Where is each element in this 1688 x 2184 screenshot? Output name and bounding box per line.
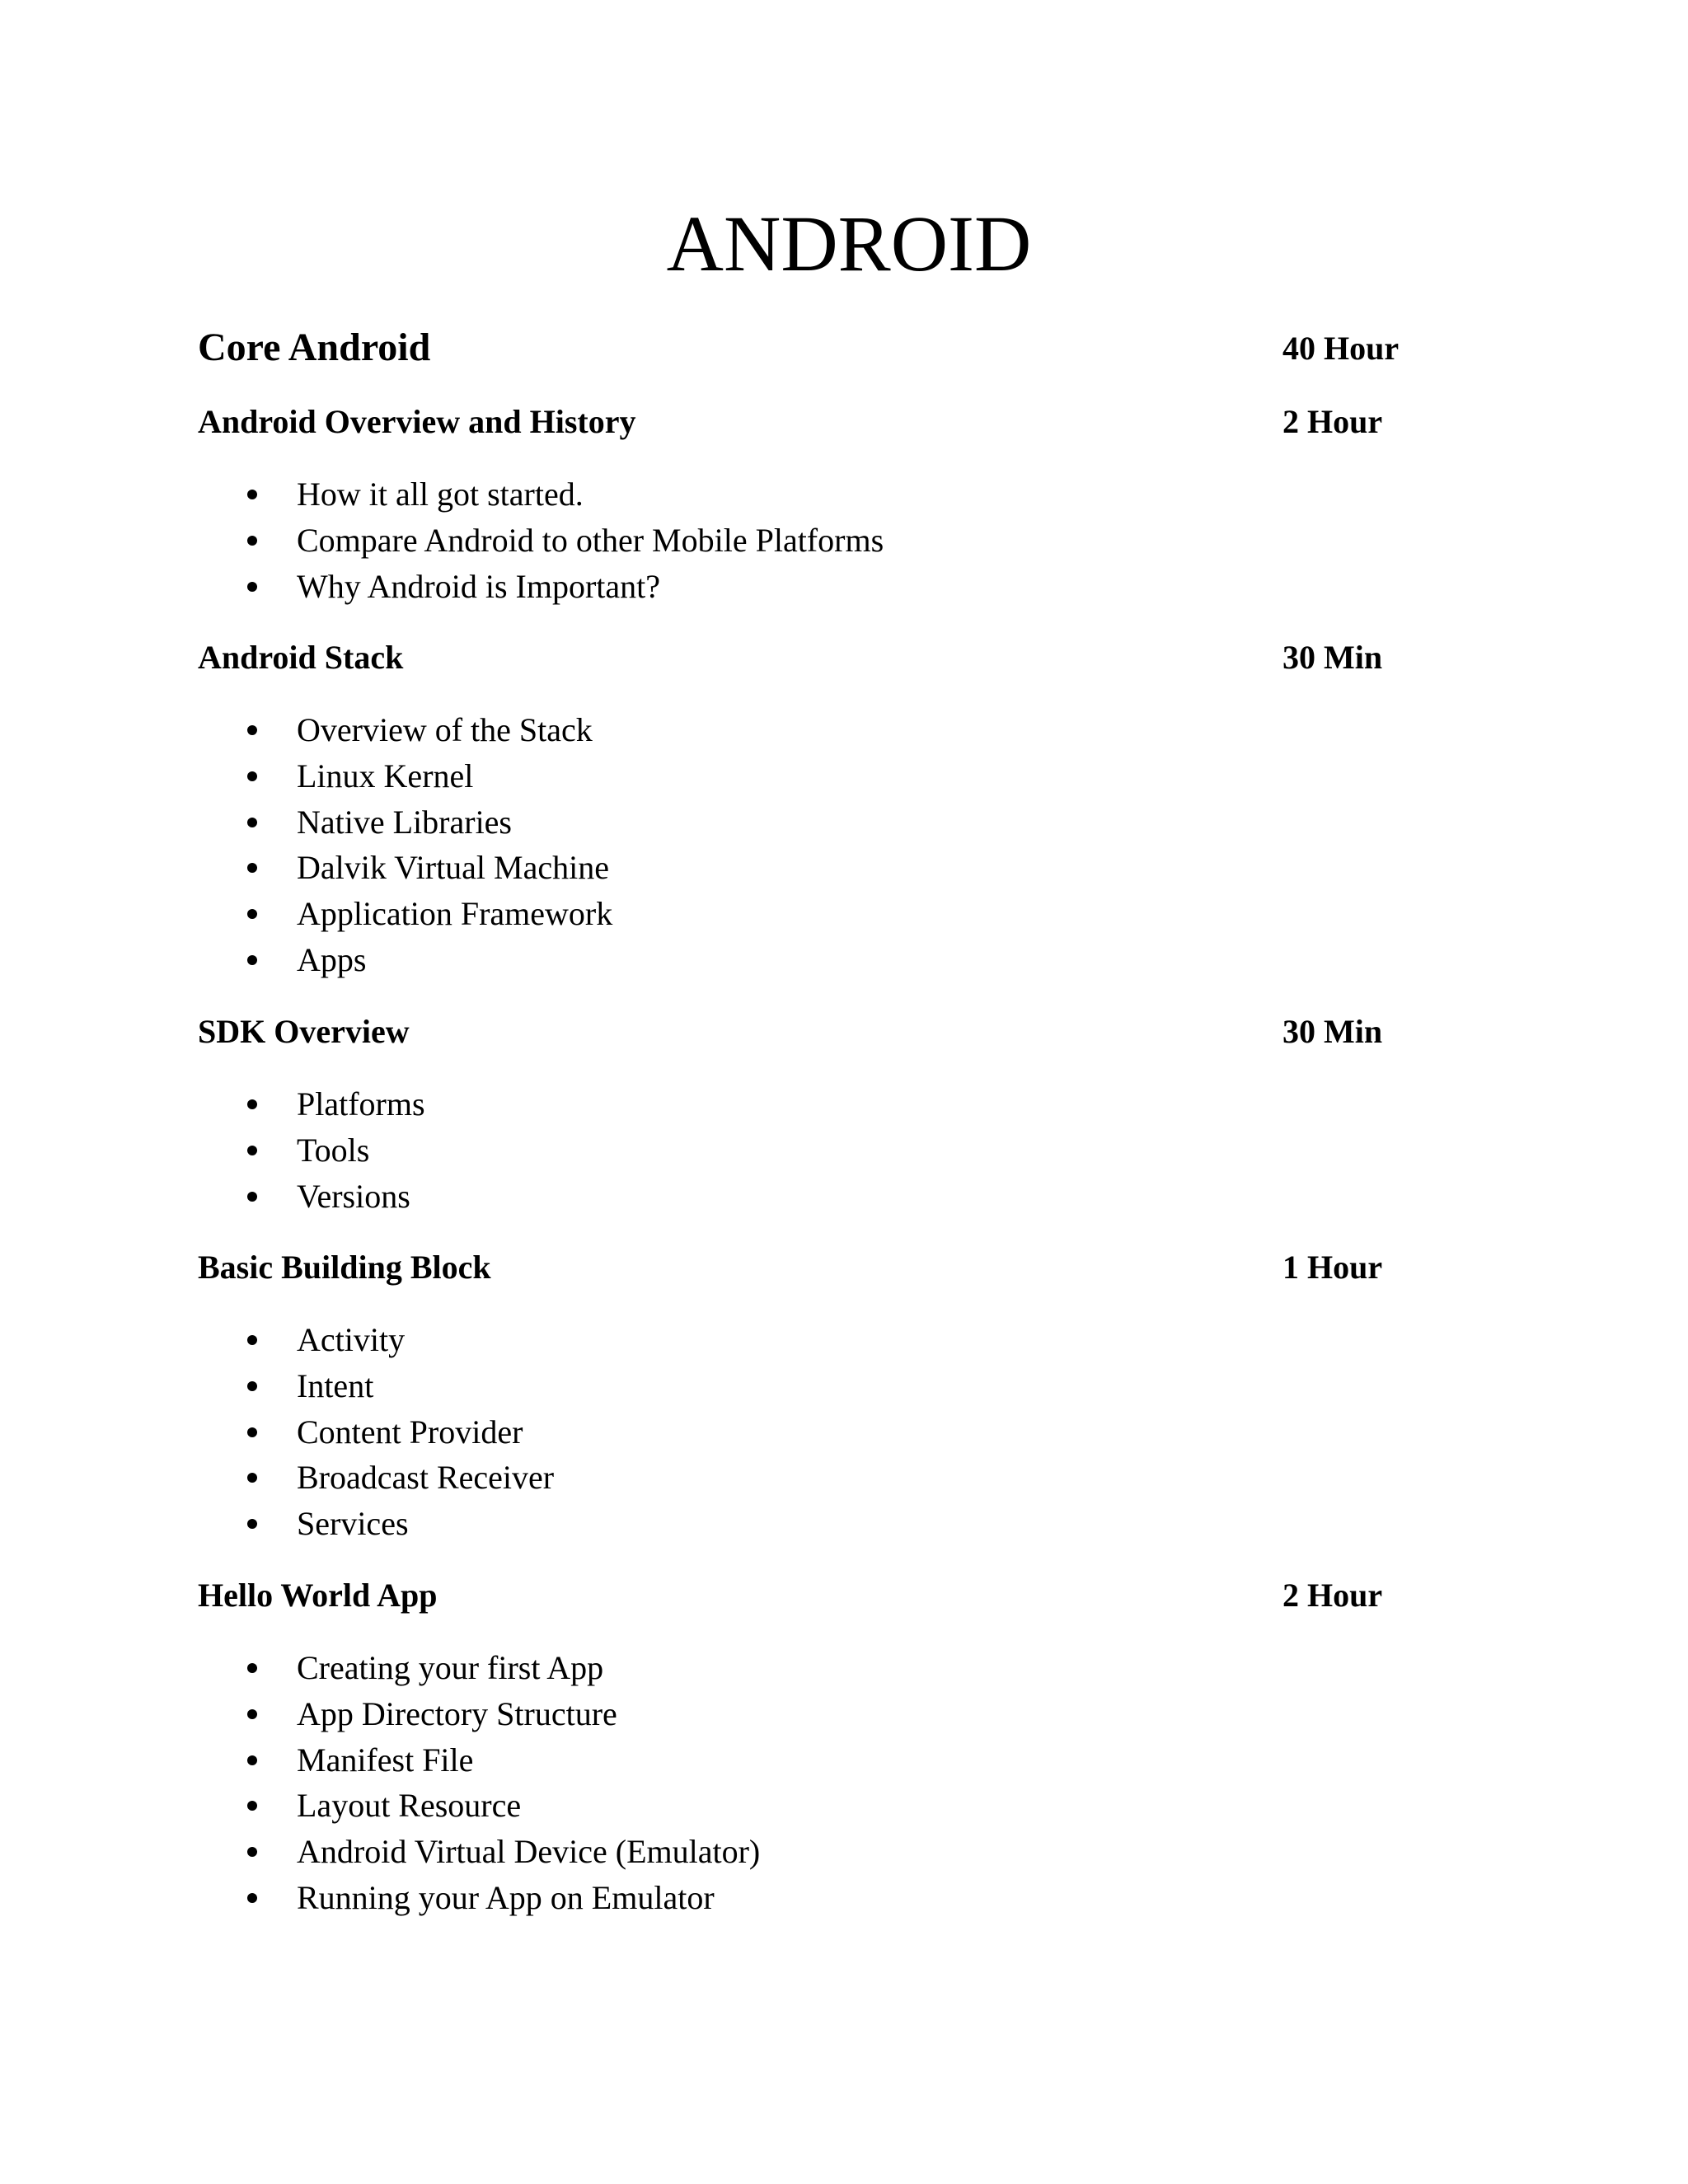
list-item [247,799,1401,846]
list-item-text: Apps [297,940,367,978]
list-item [247,1081,1401,1127]
section-duration: 2 Hour [1282,1577,1383,1614]
list-item [247,564,1401,610]
list-item [247,1127,1401,1174]
bullet-icon [247,771,257,781]
bullet-icon [247,1893,257,1903]
section-duration: 30 Min [1282,1013,1383,1050]
list-item-text: Android Virtual Device (Emulator) [297,1833,761,1871]
section-title: Android Overview and History [198,403,636,440]
list-item [247,845,1401,891]
bullet-icon [247,1709,257,1719]
list-item [247,1645,1401,1691]
list-item-text: Versions [297,1177,410,1215]
section-duration: 30 Min [1282,639,1383,676]
list-item [247,518,1401,564]
bullet-icon [247,582,257,592]
bullet-icon [247,1847,257,1857]
list-item-text: Why Android is Important? [297,567,661,605]
bullet-icon [247,490,257,499]
list-item [247,1875,1401,1921]
list-item [247,1409,1401,1455]
list-item-text: Tools [297,1131,370,1169]
list-item-text: Overview of the Stack [297,711,593,748]
bullet-icon [247,1146,257,1155]
list-item [247,1691,1401,1737]
bullet-icon [247,863,257,873]
course-name: Core Android [198,326,431,369]
bullet-icon [247,725,257,735]
list-item [247,1363,1401,1409]
bullet-icon [247,1755,257,1765]
page-title: ANDROID [666,199,1032,288]
list-item-text: Dalvik Virtual Machine [297,849,609,887]
section-header [198,636,1484,679]
list-item [247,1501,1401,1547]
bullet-icon [247,1335,257,1345]
bullet-icon [247,536,257,546]
section-duration: 1 Hour [1282,1249,1383,1286]
section-title: Basic Building Block [198,1249,491,1286]
bullet-icon [247,1663,257,1673]
list-item-text: Activity [297,1321,406,1358]
list-item [247,1737,1401,1783]
list-item-text: Manifest File [297,1741,474,1779]
list-item-text: Intent [297,1366,374,1404]
list-item [247,891,1401,937]
section-header [198,1010,1484,1053]
bullet-icon [247,1381,257,1391]
list-item-text: Content Provider [297,1413,523,1451]
section-header [198,1246,1484,1289]
bullet-icon [247,1519,257,1529]
list-item-text: Native Libraries [297,803,512,841]
section-header [198,401,1484,443]
section-header [198,1574,1484,1617]
bullet-icon [247,1473,257,1483]
list-item-text: Platforms [297,1085,425,1122]
section-title: Android Stack [198,639,404,676]
list-item [247,707,1401,753]
bullet-icon [247,1192,257,1202]
list-item [247,937,1401,983]
section-title: SDK Overview [198,1013,410,1050]
list-item-text: Linux Kernel [297,757,474,794]
list-item [247,1174,1401,1220]
list-item [247,1455,1401,1501]
list-item-text: Creating your first App [297,1649,604,1686]
bullet-icon [247,1099,257,1109]
list-item-text: Broadcast Receiver [297,1459,555,1497]
bullet-icon [247,1427,257,1437]
list-item [247,471,1401,518]
topic-list [247,1081,1401,1219]
bullet-icon [247,909,257,919]
course-duration: 40 Hour [1282,330,1400,367]
list-item [247,753,1401,799]
course-header [198,323,1484,373]
list-item [247,1317,1401,1363]
section-duration: 2 Hour [1282,403,1383,440]
list-item-text: Layout Resource [297,1787,522,1825]
topic-list [247,707,1401,983]
list-item-text: Running your App on Emulator [297,1878,715,1916]
list-item-text: Services [297,1505,409,1543]
section-title: Hello World App [198,1577,438,1614]
list-item [247,1783,1401,1829]
topic-list [247,1645,1401,1921]
list-item-text: Application Framework [297,895,613,933]
bullet-icon [247,1801,257,1811]
list-item [247,1829,1401,1875]
bullet-icon [247,955,257,965]
list-item-text: Compare Android to other Mobile Platforms [297,521,884,559]
list-item-text: How it all got started. [297,476,584,513]
bullet-icon [247,818,257,827]
topic-list [247,471,1401,609]
list-item-text: App Directory Structure [297,1694,617,1732]
topic-list [247,1317,1401,1547]
